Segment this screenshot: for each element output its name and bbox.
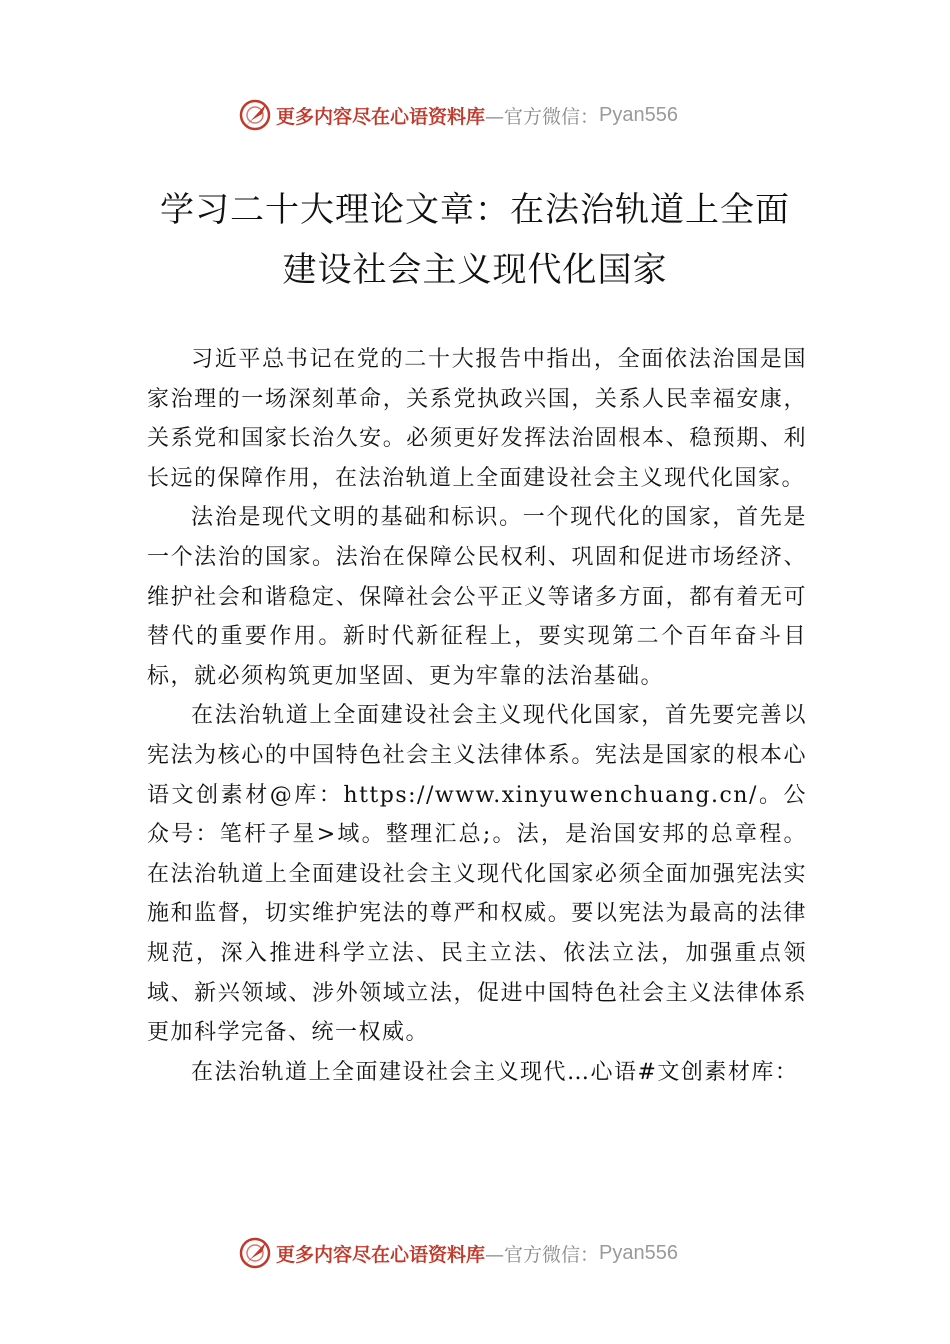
- paragraph-1: 习近平总书记在党的二十大报告中指出，全面依法治国是国家治理的一场深刻革命，关系党执政兴国，关系人民幸福安康，关系党和国家长治久安。必须更好发挥法治固根本、稳预期、利长远的保障作用，在法治轨道上全面建设社会主义现代化国家。: [147, 347, 807, 491]
- watermark-wechat-id: Pyan556: [599, 103, 678, 126]
- watermark-grey-text: —官方微信：: [485, 1243, 600, 1266]
- title-line-1: 学习二十大理论文章：在法治轨道上全面: [160, 190, 790, 230]
- document-body: [147, 340, 807, 1092]
- document-title: [100, 180, 850, 300]
- watermark-wechat-id: Pyan556: [599, 1241, 678, 1264]
- footer-watermark: [238, 1235, 738, 1271]
- header-watermark: [238, 97, 738, 133]
- watermark-red-text: 更多内容尽在心语资料库: [276, 105, 486, 128]
- paragraph-4: 在法治轨道上全面建设社会主义现代…心语#文创素材库：: [191, 1059, 799, 1085]
- watermark-grey-text: —官方微信：: [485, 105, 600, 128]
- paragraph-2: 法治是现代文明的基础和标识。一个现代化的国家，首先是一个法治的国家。法治在保障公民权利、巩固和促进市场经济、维护社会和谐稳定、保障社会公平正义等诸多方面，都有着无可替代的重要作用。新时代新征程上，要实现第二个百年奋斗目标，就必须构筑更加坚固、更为牢靠的法治基础。: [147, 505, 807, 689]
- watermark-red-text: 更多内容尽在心语资料库: [276, 1243, 486, 1266]
- paragraph-3: 在法治轨道上全面建设社会主义现代化国家，首先要完善以宪法为核心的中国特色社会主义法律体系。宪法是国家的根本心语文创素材@库：https://www.xinyuwenchuang.cn/。公众号：笔杆子星>域。整理汇总;。法，是治国安邦的总章程。在法治轨道上全面建设社会主义现代化国家必须全面加强宪法实施和监督，切实维护宪法的尊严和权威。要以宪法为最高的法律规范，深入推进科学立法、民主立法、依法立法，加强重点领域、新兴领域、涉外领域立法，促进中国特色社会主义法律体系更加科学完备、统一权威。: [147, 703, 807, 1046]
- title-line-2: 建设社会主义现代化国家: [282, 250, 668, 290]
- quill-logo-icon: [238, 98, 272, 132]
- quill-logo-icon: [238, 1236, 272, 1270]
